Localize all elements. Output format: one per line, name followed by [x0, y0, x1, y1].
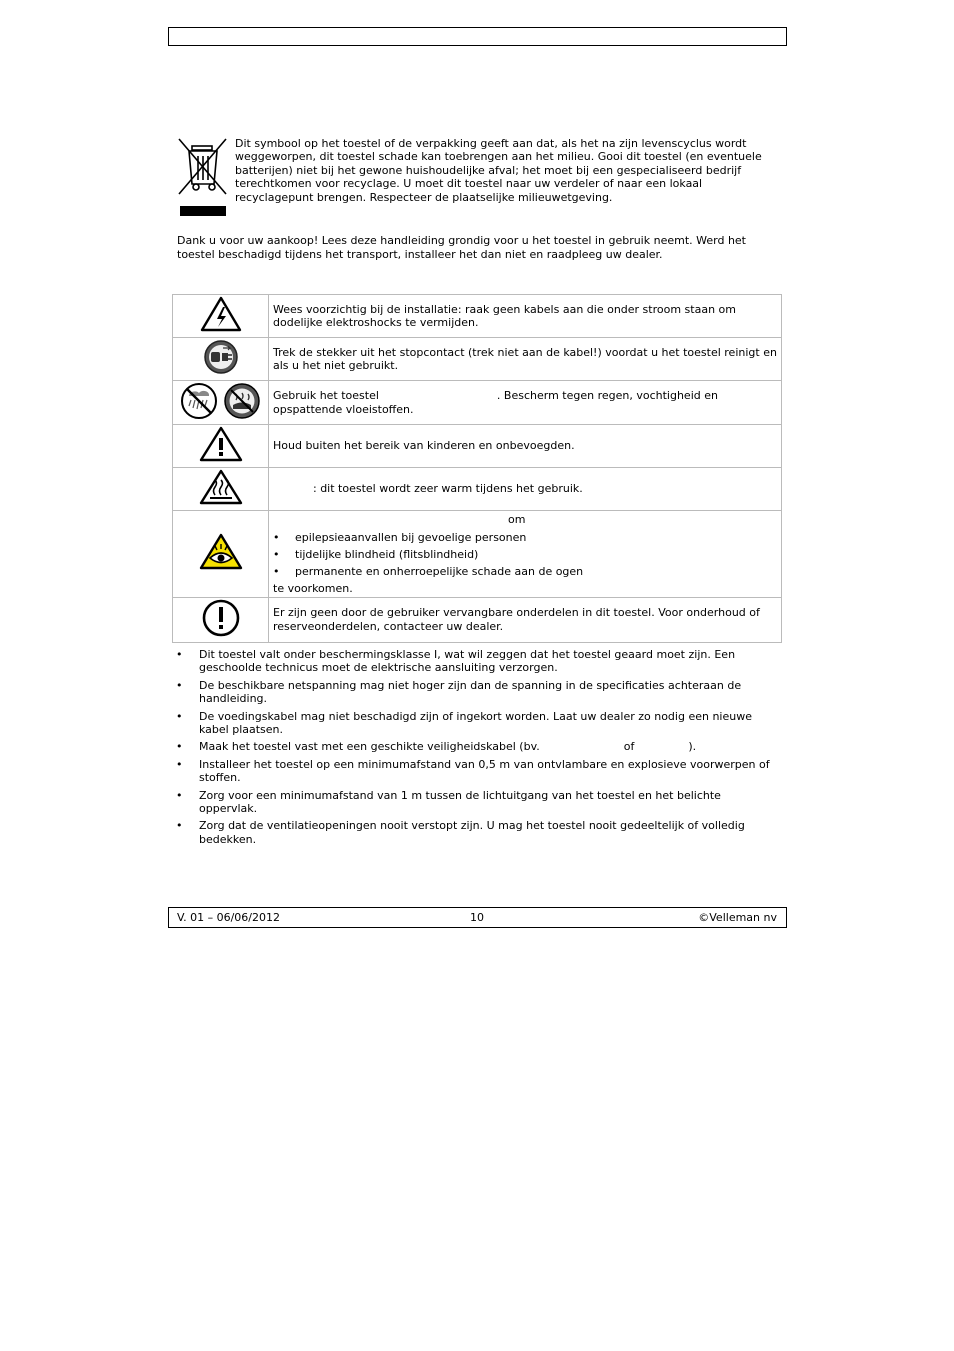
safety-text-indoor	[269, 381, 782, 425]
guideline-text-a: Maak het toestel vast met een geschikte veiligheidskabel (bv.	[199, 740, 540, 754]
header-box	[168, 27, 787, 46]
page-footer	[168, 907, 787, 928]
eye-hazard-list	[273, 529, 777, 580]
guideline-item: • Installeer het toestel op een minimumafstand van 0,5 m van ontvlambare en explosieve voorwerpen of stoffen.	[176, 758, 776, 785]
eye-hazard-icon	[173, 511, 269, 598]
indoor-use-icons	[173, 381, 269, 425]
safety-text-children: Houd buiten het bereik van kinderen en onbevoegden.	[269, 425, 782, 468]
hot-surface-icon	[173, 468, 269, 511]
safety-row-indoor	[173, 381, 782, 425]
safety-row-eye	[173, 511, 782, 598]
guideline-text-c: ).	[688, 740, 697, 754]
indoor-text-a: Gebruik het toestel	[273, 389, 379, 402]
safety-text-eye	[269, 511, 782, 598]
eye-hazard-item: • tijdelijke blindheid (flitsblindheid)	[273, 546, 777, 563]
warning-icon	[173, 425, 269, 468]
safety-text-electric: Wees voorzichtig bij de installatie: raak geen kabels aan die onder stroom staan om dodelijke elektroshocks te vermijden.	[269, 295, 782, 338]
guideline-text-b: of	[623, 740, 635, 754]
guidelines-list	[176, 648, 776, 850]
indoor-text-b: . Bescherm tegen regen, vochtigheid en opspattende vloeistoffen.	[273, 389, 718, 416]
eye-hazard-item: • permanente en onherroepelijke schade aan de ogen	[273, 563, 777, 580]
safety-row-children	[173, 425, 782, 468]
safety-row-electric	[173, 295, 782, 338]
safety-text-service: Er zijn geen door de gebruiker vervangbare onderdelen in dit toestel. Voor onderhoud of reserveonderdelen, contacteer uw dealer.	[269, 598, 782, 643]
eye-tail: te voorkomen.	[273, 581, 353, 595]
safety-row-service	[173, 598, 782, 643]
footer-version: V. 01 – 06/06/2012	[177, 911, 280, 924]
safety-table	[172, 294, 782, 643]
safety-text-unplug: Trek de stekker uit het stopcontact (trek niet aan de kabel!) voordat u het toestel reinigt en als u het niet gebruikt.	[269, 338, 782, 381]
eye-hazard-item: • epilepsieaanvallen bij gevoelige personen	[273, 529, 777, 546]
unplug-icon	[173, 338, 269, 381]
guideline-item: • Zorg voor een minimumafstand van 1 m tussen de lichtuitgang van het toestel en het belichte oppervlak.	[176, 789, 776, 816]
important-info-icon	[173, 598, 269, 643]
guideline-item: • Dit toestel valt onder beschermingsklasse I, wat wil zeggen dat het toestel geaard moet zijn. Een geschoolde technicus moet de elektrische aansluiting verzorgen.	[176, 648, 776, 675]
weee-bin-icon	[176, 136, 230, 218]
eye-lead: om	[508, 513, 526, 526]
weee-notice: Dit symbool op het toestel of de verpakking geeft aan dat, als het na zijn levenscyclus wordt weggeworpen, dit toestel schade kan toebrengen aan het milieu. Gooi dit toestel (en eventuele batterijen) niet bij het gewone huishoudelijke afval; het moet bij een gespecialiseerd bedrijf terechtkomen voor recyclage. U moet dit toestel naar uw verdeler of naar een lokaal recyclagepunt brengen. Respecteer de plaatselijke milieuwetgeving.	[235, 137, 762, 204]
safety-text-hot	[269, 468, 782, 511]
intro-paragraph: Dank u voor uw aankoop! Lees deze handleiding grondig voor u het toestel in gebruik neemt. Werd het toestel beschadigd tijdens het transport, installeer het dan niet en raadpleeg uw dealer.	[177, 234, 746, 261]
guideline-item: • De voedingskabel mag niet beschadigd zijn of ingekort worden. Laat uw dealer zo nodig een nieuwe kabel plaatsen.	[176, 710, 776, 737]
electric-shock-icon	[173, 295, 269, 338]
safety-row-hot	[173, 468, 782, 511]
safety-row-unplug	[173, 338, 782, 381]
guideline-item: • De beschikbare netspanning mag niet hoger zijn dan de spanning in de specificaties achteraan de handleiding.	[176, 679, 776, 706]
guideline-item	[176, 740, 776, 753]
guideline-item: • Zorg dat de ventilatieopeningen nooit verstopt zijn. U mag het toestel nooit gedeeltelijk of volledig bedekken.	[176, 819, 776, 846]
hot-text: : dit toestel wordt zeer warm tijdens het gebruik.	[313, 482, 583, 496]
footer-copyright: ©Velleman nv	[698, 911, 777, 924]
footer-page-number: 10	[470, 911, 484, 924]
